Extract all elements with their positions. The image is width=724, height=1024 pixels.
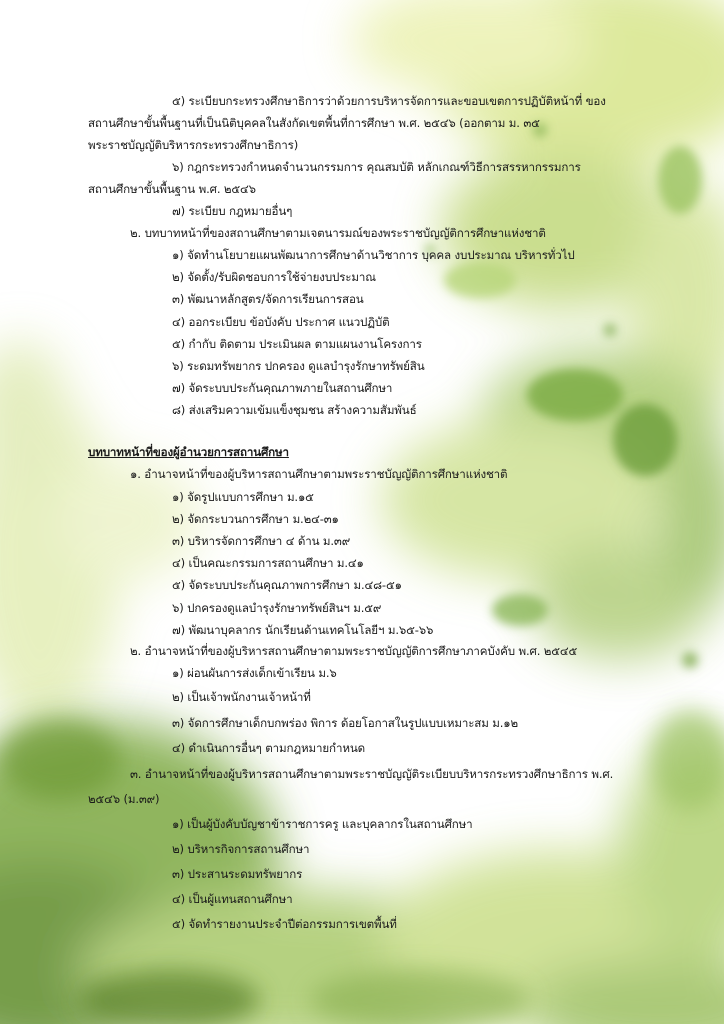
regulation-item-5-line-2: สถานศึกษาขั้นพื้นฐานที่เป็นนิติบุคคลในสังกัดเขตพื้นที่การศึกษา พ.ศ. ๒๕๔๖ (ออกตาม ม. ๓๕ bbox=[88, 116, 540, 130]
director-section-title: บทบาทหน้าที่ของผู้อำนวยการสถานศึกษา bbox=[88, 445, 289, 459]
school-duties-heading: ๒. บทบาทหน้าที่ของสถานศึกษาตามเจตนารมณ์ของพระราชบัญญัติการศึกษาแห่งชาติ bbox=[130, 226, 546, 240]
director-part-1-item: ๗) พัฒนาบุคลากร นักเรียนด้านเทคโนโลยีฯ ม.๖๕-๖๖ bbox=[172, 623, 434, 637]
director-part-2-item: ๓) จัดการศึกษาเด็กบกพร่อง พิการ ด้อยโอกาสในรูปแบบเหมาะสม ม.๑๒ bbox=[172, 716, 518, 730]
director-part-1-item: ๓) บริหารจัดการศึกษา ๔ ด้าน ม.๓๙ bbox=[172, 534, 351, 548]
director-part-3-item: ๕) จัดทำรายงานประจำปีต่อกรรมการเขตพื้นที่ bbox=[172, 917, 397, 931]
school-duty-item: ๗) จัดระบบประกันคุณภาพภายในสถานศึกษา bbox=[172, 381, 393, 395]
school-duty-item: ๕) กำกับ ติดตาม ประเมินผล ตามแผนงานโครงการ bbox=[172, 337, 422, 351]
school-duty-item: ๒) จัดตั้ง/รับผิดชอบการใช้จ่ายงบประมาณ bbox=[172, 270, 376, 284]
director-part-3-item: ๓) ประสานระดมทรัพยากร bbox=[172, 867, 303, 881]
director-part-1-item: ๖) ปกครองดูแลบำรุงรักษาทรัพย์สินฯ ม.๕๙ bbox=[172, 601, 382, 615]
director-part-1-item: ๑) จัดรูปแบบการศึกษา ม.๑๕ bbox=[172, 490, 314, 504]
director-part-2-item: ๑) ผ่อนผันการส่งเด็กเข้าเรียน ม.๖ bbox=[172, 666, 337, 680]
director-part-3-item: ๔) เป็นผู้แทนสถานศึกษา bbox=[172, 892, 293, 906]
director-part-1-item: ๔) เป็นคณะกรรมการสถานศึกษา ม.๔๑ bbox=[172, 556, 364, 570]
regulation-item-7: ๗) ระเบียบ กฎหมายอื่นๆ bbox=[172, 204, 293, 218]
director-part-3-heading-line-2: ๒๕๔๖ (ม.๓๙) bbox=[88, 792, 160, 806]
director-part-1-heading: ๑. อำนาจหน้าที่ของผู้บริหารสถานศึกษาตามพระราชบัญญัติการศึกษาแห่งชาติ bbox=[130, 467, 508, 481]
school-duty-item: ๓) พัฒนาหลักสูตร/จัดการเรียนการสอน bbox=[172, 292, 364, 306]
school-duty-item: ๖) ระดมทรัพยากร ปกครอง ดูแลบำรุงรักษาทรัพย์สิน bbox=[172, 359, 425, 373]
school-duty-item: ๘) ส่งเสริมความเข้มแข็งชุมชน สร้างความสัมพันธ์ bbox=[172, 403, 417, 417]
director-part-3-item: ๑) เป็นผู้บังคับบัญชาข้าราชการครู และบุคลากรในสถานศึกษา bbox=[172, 817, 473, 831]
director-part-2-heading: ๒. อำนาจหน้าที่ของผู้บริหารสถานศึกษาตามพระราชบัญญัติการศึกษาภาคบังคับ พ.ศ. ๒๕๔๕ bbox=[130, 644, 578, 658]
director-part-2-item: ๒) เป็นเจ้าพนักงานเจ้าหน้าที่ bbox=[172, 690, 311, 704]
regulation-item-5-line-1: ๕) ระเบียบกระทรวงศึกษาธิการว่าด้วยการบริหารจัดการและขอบเขตการปฏิบัติหน้าที่ ของ bbox=[172, 94, 606, 108]
school-duty-item: ๔) ออกระเบียบ ข้อบังคับ ประกาศ แนวปฏิบัติ bbox=[172, 315, 390, 329]
school-duty-item: ๑) จัดทำนโยบายแผนพัฒนาการศึกษาด้านวิชาการ บุคคล งบประมาณ บริหารทั่วไป bbox=[172, 248, 575, 262]
director-part-3-item: ๒) บริหารกิจการสถานศึกษา bbox=[172, 842, 310, 856]
director-part-1-item: ๒) จัดกระบวนการศึกษา ม.๒๔-๓๑ bbox=[172, 512, 339, 526]
director-part-3-heading-line-1: ๓. อำนาจหน้าที่ของผู้บริหารสถานศึกษาตามพระราชบัญญัติระเบียบบริหารกระทรวงศึกษาธิการ พ.ศ. bbox=[130, 767, 614, 781]
regulation-item-6-line-2: สถานศึกษาขั้นพื้นฐาน พ.ศ. ๒๕๔๖ bbox=[88, 182, 256, 196]
regulation-item-5-line-3: พระราชบัญญัติบริหารกระทรวงศึกษาธิการ) bbox=[88, 138, 299, 152]
director-part-1-item: ๕) จัดระบบประกันคุณภาพการศึกษา ม.๔๘-๕๑ bbox=[172, 578, 402, 592]
regulation-item-6-line-1: ๖) กฎกระทรวงกำหนดจำนวนกรรมการ คุณสมบัติ หลักเกณฑ์วิธีการสรรหากรรมการ bbox=[172, 160, 581, 174]
director-part-2-item: ๔) ดำเนินการอื่นๆ ตามกฎหมายกำหนด bbox=[172, 741, 366, 755]
